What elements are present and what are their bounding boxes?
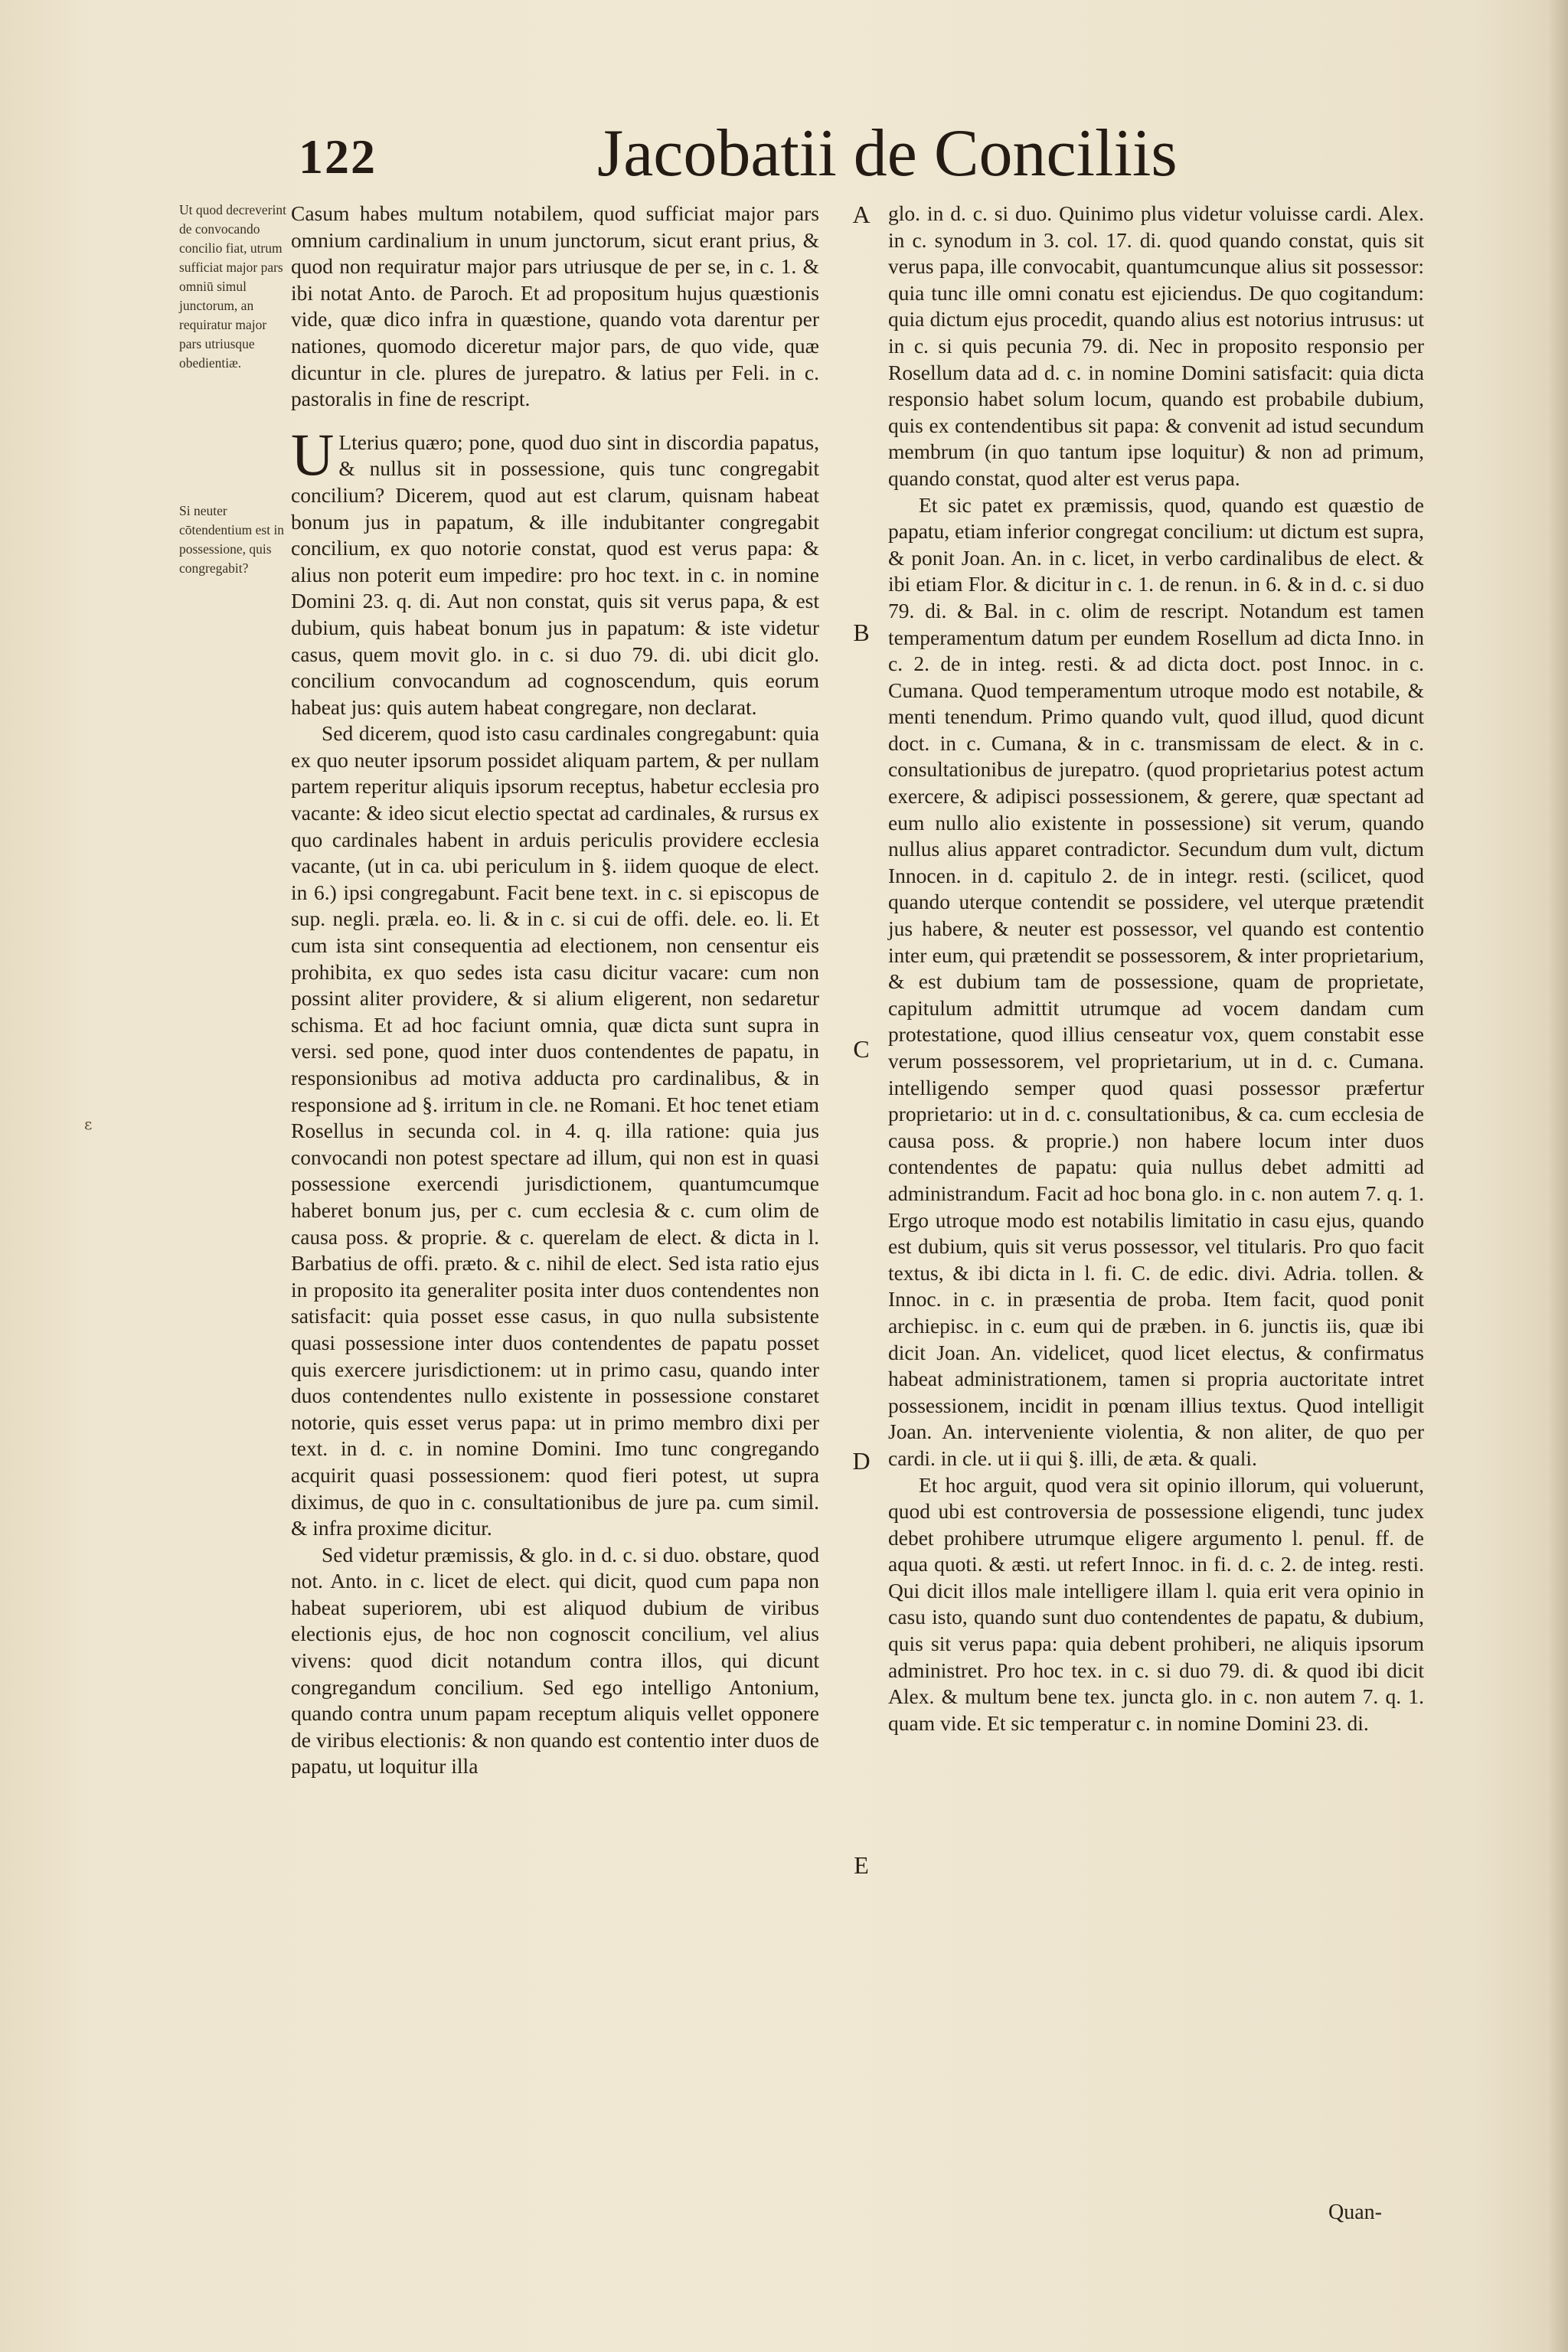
right-column	[888, 201, 1424, 1736]
running-title: Jacobatii de Conciliis	[597, 116, 1178, 191]
paragraph: Et hoc arguit, quod vera sit opinio illorum, qui voluerunt, quod ubi est controversia de possessione eligendi, tunc judex debet prohibere utrumque eligere argumento l. penul. ff. de aqua quoti. & æsti. ut refert Innoc. in fi. d. c. 2. de integ. resti. Qui dicit illos male intelligere illam l. quia erit vera opinio in casu isto, quando sunt duo contendentes de papatu, & dubium, quis sit verus papa: quia debent prohiberi, ne aliquis ipsorum administret. Pro hoc tex. in c. si duo 79. di. & quod ibi dicit Alex. & multum bene tex. juncta glo. in c. non autem 7. q. 1. quam vide. Et sic temperatur c. in nomine Domini 23. di.	[888, 1472, 1424, 1735]
page-edge-shadow	[1548, 0, 1568, 2352]
margin-note: Si neuter cōtendentium est in possessione, quis congregabit?	[179, 503, 285, 576]
page-number: 122	[299, 129, 377, 184]
paragraph	[291, 420, 819, 721]
section-marker-e: E	[854, 1851, 869, 1879]
paragraph: Sed dicerem, quod isto casu cardinales congregabunt: quia ex quo neuter ipsorum possidet aliquam partem, & per nullam partem reperitur aliquis ipsorum receptus, habetur ecclesia pro vacante: & ideo sicut electio spectat ad cardinales, & rursus ex quo cardinales habent in arduis periculis providere ecclesia vacante, (ut in ca. ubi periculum in §. iidem quoque de elect. in 6.) ipsi congregabunt. Facit bene text. in c. si episcopus de sup. negli. præla. eo. li. & in c. si cui de offi. dele. eo. li. Et cum ista sint consequentia ad electionem, non censentur eis prohibita, ex quo sedes ista casu dicitur vacare: cum non possint aliter providere, & si alium eligerent, non sedaretur schisma. Et ad hoc faciunt omnia, quæ dicta sunt supra in versi. sed pone, quod inter duos contendentes de papatu, in responsionibus ad motiva adducta pro cardinalibus, & in responsione ad §. irritum in cle. ne Romani. Et hoc tenet etiam Rosellus in secunda col. in 4. q. illa ratione: quia jus convocandi non potest spectare ad illum, qui non est in quasi possessione exercendi jurisdictionem, quantumcumque haberet bonum jus, per c. cum ecclesia & c. cum olim de causa poss. & proprie. & c. querelam de elect. & dicta in l. Barbatius de offi. præto. & c. nihil de elect. Sed ista ratio ejus in proposito ita generaliter posita inter duos contendentes non satisfacit: quia posset esse casus, in quo nulla subsistente quasi possessione inter duos contendentes de papatu posset quis exercere jurisdictionem: ut in primo casu, quando inter duos contendentes nullo existente in possessione constaret notorie, quis esset verus papa: ut in primo membro dixi per text. in d. c. in nomine Domini. Imo tunc congregando acquirit quasi possessionem: quod fieri potest, ut supra diximus, de quo in c. consultationibus de jure pa. cum simil. & infra proxime dicitur.	[291, 721, 819, 1540]
paragraph-text: Lterius quæro; pone, quod duo sint in discordia papatus, & nullus sit in possessione, quis tunc congregabit concilium? Dicerem, quod aut est clarum, quisnam habeat bonum jus in papatum, & ille indubitanter congregabit concilium, ex quo notorie constat, quod est verus papa: & alius non poterit eum impedire: pro hoc text. in c. in nomine Domini 23. q. di. Aut non constat, quis sit verus papa, & est dubium, quis habeat bonum jus in papatum: & iste videtur casus, quem movit glo. in c. si duo 79. di. ubi dicit glo. concilium convocandum ad cognoscendum, quis eorum habeat jus: quis autem habeat congregare, non declarat.	[291, 430, 819, 719]
drop-initial: U	[291, 420, 335, 488]
section-marker-a: A	[852, 201, 871, 228]
section-marker-b: B	[853, 619, 870, 646]
paragraph: Casum habes multum notabilem, quod sufficiat major pars omnium cardinalium in unum junctorum, sicut erant prius, & quod non requiratur major pars utriusque de per se, in c. 1. & ibi notat Anto. de Paroch. Et ad propositum hujus quæstionis vide, quæ dico infra in quæstione, quando vota darentur per nationes, quomodo diceretur major pars, de quo vide, quæ dicuntur in cle. plures de jurepatro. & latius per Feli. in c. pastoralis in fine de rescript.	[291, 201, 819, 411]
catchword: Quan-	[1328, 2200, 1382, 2224]
paragraph: Et sic patet ex præmissis, quod, quando est quæstio de papatu, etiam inferior congregat concilium: ut dictum est supra, & ponit Joan. An. in c. licet, in verbo cardinalibus de elect. & ibi etiam Flor. & dicitur in c. 1. de renun. in 6. & in d. c. si duo 79. di. & Bal. in c. olim de rescript. Notandum est tamen temperamentum datum per eundem Rosellum ad dicta Inno. in c. 2. de in integ. resti. & ad dicta doct. post Innoc. in c. Cumana. Quod temperamentum utroque modo est notabile, & menti tenendum. Primo quando vult, quod illud, quod dicunt doct. in c. Cumana, & in c. transmissam de elect. & in c. consultationibus de jurepatro. (quod proprietarius potest actum exercere, & adipisci possessionem, & gerere, quæ spectant ad eum nullo alio existente in possessione) sit verum, quando nullus alius apparet contradictor. Secundum dum vult, dictum Innocen. in d. capitulo 2. de in integr. resti. (scilicet, quod quando uterque contendit se possidere, vel uterque prætendit jus habere, & neuter est possessor, vel quando est contentio inter eum, qui prætendit se possessorem, & inter proprietarium, & est dubium tam de possessione, quam de proprietate, capitulum admittit utrumque ad vocem dandam cum protestatione, quod illius censeatur vox, quem constabit esse verum possessorem, vel proprietarium, ut in d. c. Cumana. intelligendo semper quod quasi possessor præfertur proprietario: ut in d. c. consultationibus, & ca. cum ecclesia de causa poss. & proprie.) non habere locum inter duos contendentes de papatu: quia nullus debet admitti ad administrandum. Facit ad hoc bona glo. in c. non autem 7. q. 1. Ergo utroque modo est notabilis limitatio in casu ejus, quando est dubium, quis sit verus possessor, vel titularis. Pro quo facit textus, & ibi dicta in l. fi. C. de edic. divi. Adria. tollen. & Innoc. in c. in præsentia de proba. Item facit, quod ponit archiepisc. in c. eum qui de præben. in 6. junctis iis, quæ ibi dicit Joan. An. videlicet, quod licet electus, & confirmatus habeat administrationem, tamen si propria auctoritate intret possessionem, incidit in pœnam illius textus. Quod intelligit Joan. An. interveniente violentia, & non aliter, de quo per cardi. in cle. ut ii qui §. illi, de æta. & quali.	[888, 492, 1424, 1470]
section-marker-d: D	[852, 1447, 871, 1475]
paragraph: glo. in d. c. si duo. Quinimo plus videtur voluisse cardi. Alex. in c. synodum in 3. col. 17. di. quod quando constat, quis sit verus papa, ille convocabit, quantumcunque alius sit possessor: quia tunc ille omni conatu est ejiciendus. De quo cogitandum: quia dictum ejus procedit, quando alius est notorius intrusus: ut in c. si quis pecunia 79. di. Nec in proposito responsio per Rosellum data ad d. c. in nomine Domini satisfacit: quia dicta responsio habet solum locum, quando est probabile dubium, quis ex contendentibus sit papa: & convenit ad istud secundum membrum (in quo tantum ipse loquitur) & non ad primum, quando constat, quod alter est verus papa.	[888, 201, 1424, 490]
paragraph: Sed videtur præmissis, & glo. in d. c. si duo. obstare, quod not. Anto. in c. licet de elect. qui dicit, quod cum papa non habeat superiorem, ubi est aliquod dubium de viribus electionis ejus, de hoc non cognoscit concilium, vel alius vivens: quod dicit notandum contra illos, qui dicunt congregandum concilium. Sed ego intelligo Antonium, quando contra unum papam receptum aliquis vellet opponere de viribus electionis: & non quando est contentio inter duos de papatu, ut loquitur illa	[291, 1542, 819, 1779]
stray-mark: ε	[84, 1115, 93, 1133]
page-header	[299, 115, 1194, 199]
section-marker-c: C	[853, 1035, 870, 1063]
left-column	[291, 201, 819, 1780]
margin-note: Ut quod decreverint de convocando concilio fiat, utrum sufficiat major pars omniū simul junctorum, an requiratur major pars utriusque obedientiæ.	[179, 202, 286, 371]
